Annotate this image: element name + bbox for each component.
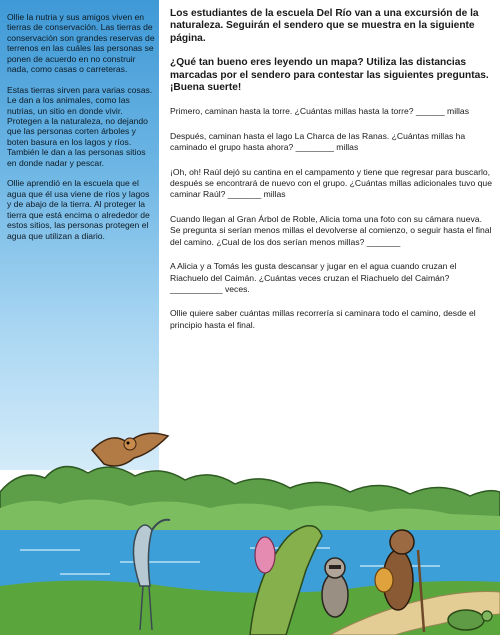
question-5: A Alicia y a Tomás les gusta descansar y jugar en el agua cuando cruzan el Riachuelo del Caimán. ¿Cuántas veces cruzan el Riachuelo del Caimán? ___________ veces. (170, 261, 457, 294)
question-6: Ollie quiere saber cuántas millas recorrería si caminara todo el camino, desde el principio hasta el final. (170, 308, 476, 330)
sidebar-paragraph: Ollie la nutria y sus amigos viven en tierras de conservación. Las tierras de conservación son grandes reservas de terrenos en las cuáles las personas se ponen de acuerdo en no construir nada, como casas o carreteras. (7, 12, 155, 75)
sidebar-paragraph: Ollie aprendió en la escuela que el agua que él usa viene de ríos y lagos y de abajo de la tierra. Al proteger la tierra que está encima o alrededor de estos sitios, las personas protegen el agua que utilizan a diario. (7, 178, 150, 241)
question-2: Después, caminan hasta el lago La Charca de las Ranas. ¿Cuántas millas ha caminado el grupo hasta ahora? ________ millas (170, 130, 466, 153)
instructions-paragraph: ¿Qué tan bueno eres leyendo un mapa? Utiliza las distancias marcadas por el sendero para contestar las siguientes preguntas. ¡Buena suerte! (170, 57, 489, 94)
main-content (170, 8, 492, 344)
question-4: Cuando llegan al Gran Árbol de Roble, Alicia toma una foto con su cámara nueva. Se pregunta si serían menos millas el devolverse al comienzo, o seguir hasta el final del camino. ¿Cual de los dos serían menos millas? _______ (170, 213, 492, 247)
owl-icon (92, 433, 168, 466)
intro-paragraph: Los estudiantes de la escuela Del Río van a una excursión de la naturaleza. Seguirán el sendero que se muestra en la siguiente página. (170, 8, 479, 44)
nature-scene-illustration (0, 380, 500, 635)
question-1: Primero, caminan hasta la torre. ¿Cuántas millas hasta la torre? ______ millas (170, 106, 470, 117)
sidebar-paragraph: Estas tierras sirven para varias cosas. Le dan a los animales, como las nutrias, un sitio en donde vivir. Protegen a la naturaleza, no dejando que las personas corten árboles y boten basura en los lagos y ríos. También le dan a las personas sitios en donde nadar y pescar. (7, 84, 153, 168)
question-3: ¡Oh, oh! Raúl dejó su cantina en el campamento y tiene que regresar para buscarlo, después se encontrará de nuevo con el grupo. ¿Cuántas millas adicionales tuvo que caminar Raúl? _______ millas (170, 166, 492, 200)
sidebar-text (7, 12, 155, 251)
tree-icon (0, 467, 500, 540)
raccoon-icon (322, 558, 348, 617)
